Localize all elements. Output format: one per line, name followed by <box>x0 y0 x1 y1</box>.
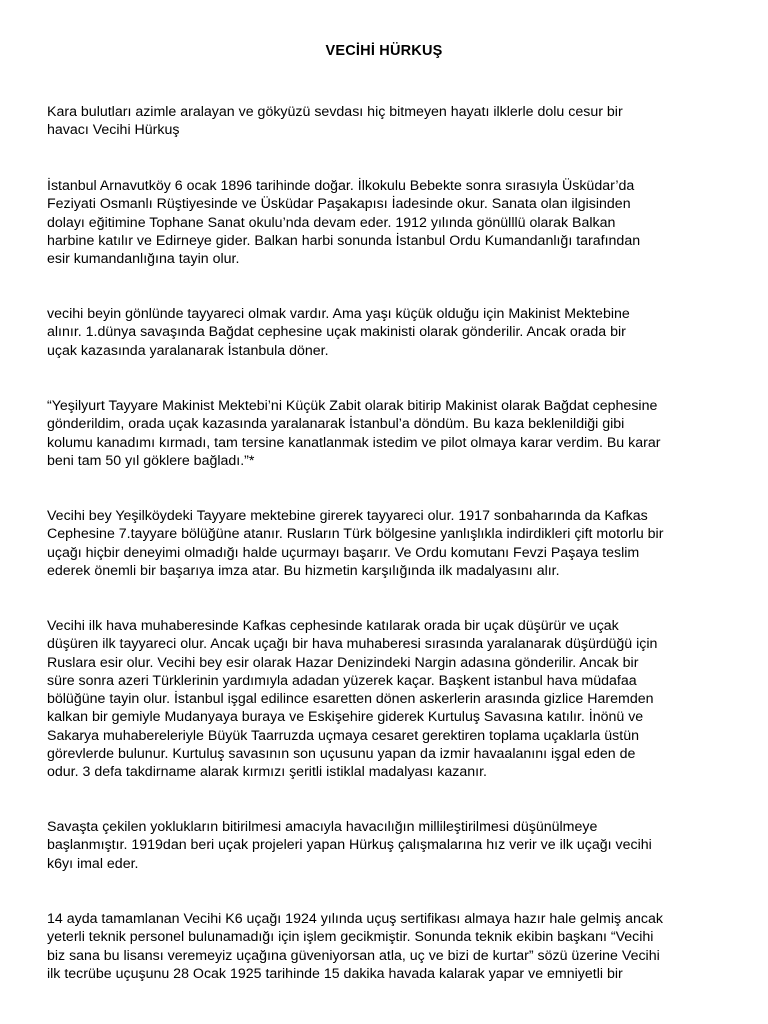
text-line: uçak kazasında yaralanarak İstanbula döner. <box>47 342 329 359</box>
text-line: Ruslara esir olur. Vecihi bey esir olarak Hazar Denizindeki Nargin adasına gönderilir. Ancak bir <box>47 654 639 671</box>
paragraph-early-life <box>47 177 737 268</box>
text-line: beni tam 50 yıl göklere bağladı.”* <box>47 452 255 469</box>
text-line: gönderildim, orada uçak kazasında yaralanarak İstanbul’a döndüm. Bu kaza beklenildiği gibi <box>47 416 625 433</box>
document-title: VECİHİ HÜRKUŞ <box>325 43 443 59</box>
text-line: görevlerde bulunur. Kurtuluş savasının son uçusunu yapan da izmir havaalanını işgal eden de <box>47 746 636 763</box>
text-line: alınır. 1.dünya savaşında Bağdat cephesine uçak makinisti olarak gönderilir. Ancak orada bir <box>47 324 626 341</box>
paragraph-nationalization <box>47 818 737 873</box>
text-line: düşüren ilk tayyareci olur. Ancak uçağı bir hava muhaberesi sırasında yaralanarak düşürdüğü için <box>47 636 658 653</box>
text-line: Sakarya muhabereleriyle Büyük Taarruzda uçmaya cesaret gerektiren toplama uçaklarla üstün <box>47 727 639 744</box>
text-line: odur. 3 defa takdirname alarak kırmızı şeritli istiklal madalyası kazanır. <box>47 764 487 781</box>
text-line: 14 ayda tamamlanan Vecihi K6 uçağı 1924 yılında uçuş sertifikası almaya hazır hale gelmiş ancak <box>47 911 663 927</box>
paragraph-intro <box>47 103 737 140</box>
text-line: Feziyati Osmanlı Rüştiyesinde ve Üsküdar Paşakapısı İadesinde okur. Sanata olan ilgisinden <box>47 196 631 213</box>
text-line: Vecihi ilk hava muhaberesinde Kafkas cephesinde katılarak orada bir uçak düşürür ve uçak <box>47 618 619 634</box>
text-line: k6yı imal eder. <box>47 855 139 872</box>
paragraph-quote <box>47 397 737 470</box>
text-line: dolayı eğitimine Tophane Sanat okulu’nda devam eder. 1912 yılında gönülllü olarak Balkan <box>47 214 616 231</box>
text-line: yeterli teknik personel bulunamadığı için işlem gecikmiştir. Sonunda teknik ekibin başkanı “Vecihi <box>47 929 654 946</box>
text-line: Vecihi bey Yeşilköydeki Tayyare mektebine girerek tayyareci olur. 1917 sonbaharında da Kafkas <box>47 508 648 524</box>
paragraph-air-combat <box>47 617 737 782</box>
text-line: ilk tecrübe uçuşunu 28 Ocak 1925 tarihinde 15 dakika havada kalarak yapar ve emniyetli bir <box>47 965 623 982</box>
text-line: uçağı hiçbir deneyimi olmadığı halde uçurmayı başarır. Ve Ordu komutanı Fevzi Paşaya teslim <box>47 544 640 561</box>
text-line: vecihi beyin gönlünde tayyareci olmak vardır. Ama yaşı küçük olduğu için Makinist Mektebine <box>47 306 630 322</box>
text-line: Kara bulutları azimle aralayan ve gökyüzü sevdası hiç bitmeyen hayatı ilklerle dolu cesur bir <box>47 104 623 120</box>
text-line: süre sonra azeri Türklerinin yardımıyla adadan yüzerek kaçar. Başkent istanbul hava müdafaa <box>47 672 637 689</box>
text-line: kolumu kanadımı kırmadı, tam tersine kanatlanmak istedim ve pilot olmaya karar verdim. Bu karar <box>47 434 661 451</box>
text-line: başlanmıştır. 1919dan beri uçak projeleri yapan Hürkuş çalışmalarına hız verir ve ilk uçağı vecihi <box>47 837 652 854</box>
text-line: ederek önemli bir başarıya imza atar. Bu hizmetin karşılığında ilk madalyasını alır. <box>47 562 560 579</box>
paragraph-mechanic-school <box>47 305 737 360</box>
text-line: harbine katılır ve Edirneye gider. Balkan harbi sonunda İstanbul Ordu Kumandanlığı tarafından <box>47 232 641 249</box>
text-line: havacı Vecihi Hürkuş <box>47 122 180 139</box>
text-line: İstanbul Arnavutköy 6 ocak 1896 tarihinde doğar. İlkokulu Bebekte sonra sırasıyla Üsküdar’da <box>47 178 635 194</box>
text-line: bölüğüne tayin olur. İstanbul işgal edilince esaretten dönen askerlerin arasında gizlice Haremden <box>47 691 654 708</box>
text-line: esir kumandanlığına tayin olur. <box>47 251 240 268</box>
text-line: Savaşta çekilen yoklukların bitirilmesi amacıyla havacılığın millileştirilmesi düşünülmeye <box>47 819 598 835</box>
paragraph-pilot-school <box>47 507 737 580</box>
text-line: biz sana bu lisansı veremeyiz uçağına güveniyorsan atla, uç ve bizi de kurtar” sözü üzerine Vecihi <box>47 947 660 964</box>
text-line: “Yeşilyurt Tayyare Makinist Mektebi’ni Küçük Zabit olarak bitirip Makinist olarak Bağdat cephesine <box>47 398 658 414</box>
paragraph-k6-flight <box>47 910 737 983</box>
text-line: Cephesine 7.tayyare bölüğüne atanır. Rusların Türk bölgesine yanlışlıkla indirdikleri çift motorlu bir <box>47 526 664 543</box>
text-line: kalkan bir gemiyle Mudanyaya buraya ve Eskişehire giderek Kurtuluş Savasına katılır. İnönü ve <box>47 709 644 726</box>
